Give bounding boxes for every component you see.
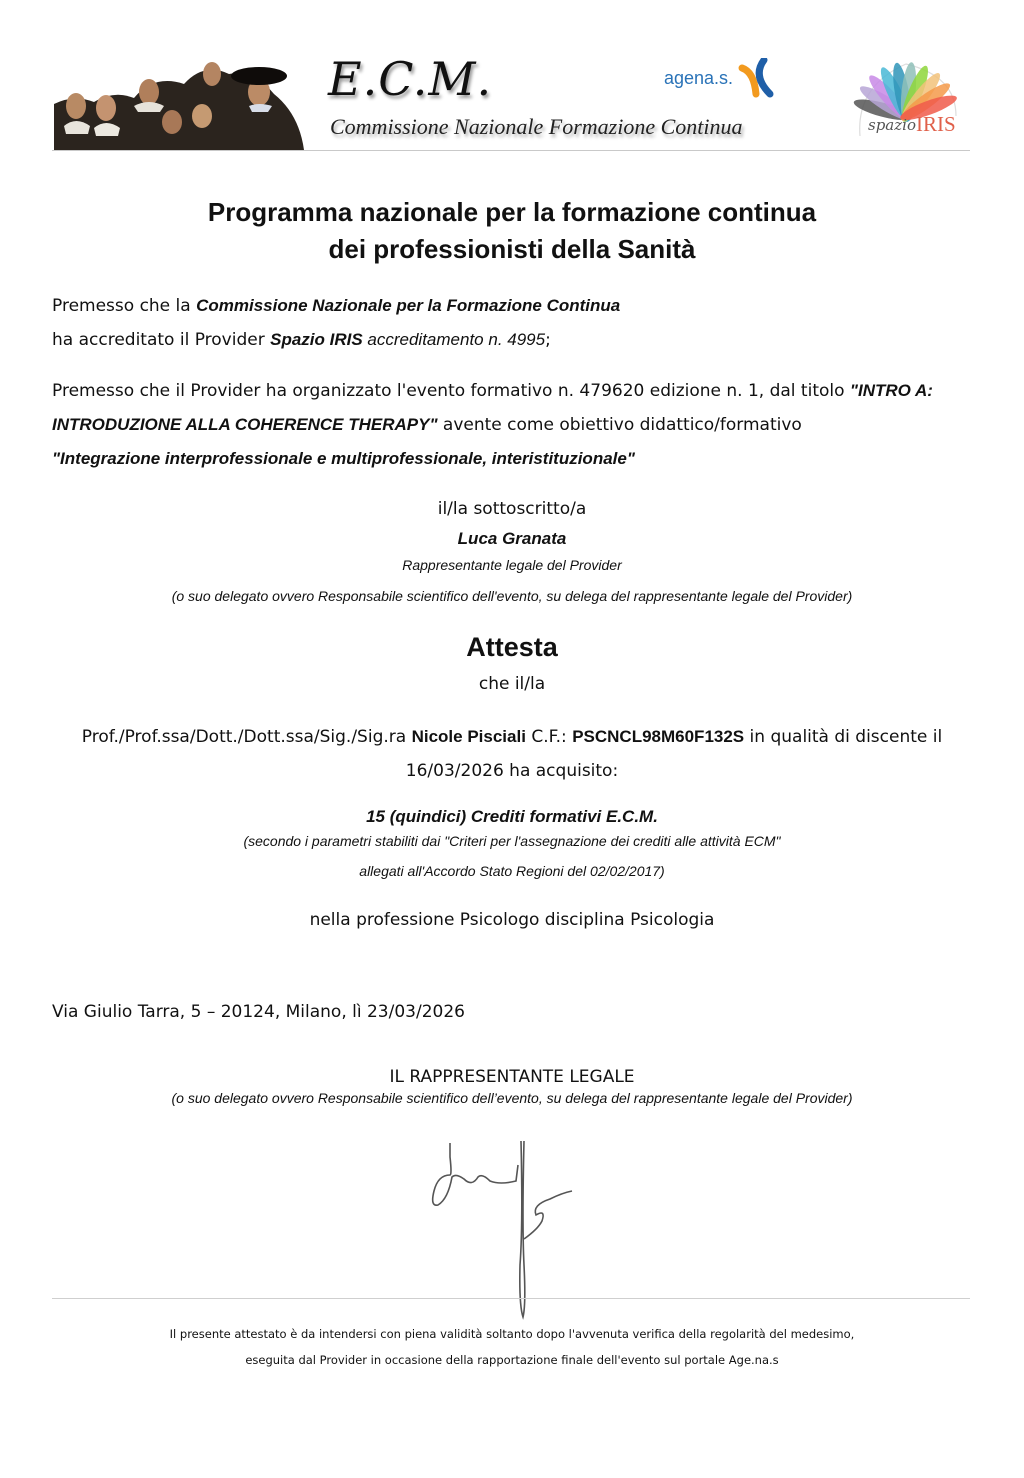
premise-event (52, 374, 982, 476)
participation-date-line: 16/03/2026 ha acquisito: (405, 761, 619, 781)
place-date: Via Giulio Tarra, 5 – 20124, Milano, lì 23/03/2026 (52, 1002, 465, 1022)
attesta-heading: Attesta (466, 632, 558, 662)
ecm-subtitle: Commissione Nazionale Formazione Continua (330, 114, 743, 139)
ecm-title: E.C.M. (328, 52, 493, 106)
participant-name: Nicole Pisciali (411, 727, 526, 746)
header-divider (52, 150, 970, 151)
premise1-end: ; (545, 330, 551, 350)
attesta-sub: che il/la (478, 674, 546, 694)
title-line-2: dei professionisti della Sanità (328, 234, 696, 264)
event-title-part2: INTRODUZIONE ALLA COHERENCE THERAPY" (52, 415, 438, 434)
legal-rep-note: (o suo delegato ovvero Responsabile scientifico dell’evento, su delega del rappresentante legale del Provider) (171, 1090, 853, 1106)
title-line-1: Programma nazionale per la formazione continua (207, 197, 817, 227)
premise1-line2-lead: ha accreditato il Provider (52, 330, 271, 350)
anatomy-lesson-painting (54, 54, 304, 150)
commission-name: Commissione Nazionale per la Formazione Continua (196, 296, 621, 315)
validity-footer (0, 1321, 1024, 1373)
cf-label: C.F.: (525, 727, 573, 747)
signatory-delegate-note: (o suo delegato ovvero Responsabile scientifico dell'evento, su delega del rappresentante legale del Provider) (171, 588, 853, 604)
participant-role-text: in qualità di discente il (744, 727, 943, 747)
signatory-intro: il/la sottoscritto/a (437, 499, 587, 519)
agenas-mark-icon (736, 58, 776, 98)
premise2-lead: Premesso che il Provider ha organizzato l'evento formativo n. 479620 edizione n. 1, dal titolo (52, 381, 850, 401)
event-title-part1: "INTRO A: (849, 381, 933, 400)
profession-discipline: nella professione Psicologo disciplina Psicologia (309, 910, 715, 930)
credits-note-1: (secondo i parametri stabiliti dai "Criteri per l'assegnazione dei crediti alle attività ECM" (243, 833, 781, 849)
document-title (0, 194, 1024, 268)
event-objective: "Integrazione interprofessionale e multiprofessionale, interistituzionale" (52, 449, 635, 468)
footer-line-2: eseguita dal Provider in occasione della rapportazione finale dell'evento sul portale Age.na.s (245, 1353, 779, 1367)
signatory-name: Luca Granata (457, 529, 567, 548)
iris-logo-text-iris: IRIS (916, 112, 956, 136)
signature-image (420, 1135, 590, 1325)
footer-divider (52, 1298, 970, 1299)
premise-commission (52, 289, 972, 357)
credits-main: 15 (quindici) Crediti formativi E.C.M. (366, 807, 658, 826)
fiscal-code: PSCNCL98M60F132S (572, 727, 745, 746)
accreditation-number: accreditamento n. 4995 (362, 330, 546, 349)
provider-name: Spazio IRIS (270, 330, 363, 349)
footer-line-1: Il presente attestato è da intendersi con piena validità soltanto dopo l'avvenuta verifica della regolarità del medesimo, (169, 1327, 855, 1341)
signatory-role: Rappresentante legale del Provider (402, 557, 622, 573)
participant-titles: Prof./Prof.ssa/Dott./Dott.ssa/Sig./Sig.ra (81, 727, 412, 747)
credits-note-2: allegati all'Accordo Stato Regioni del 02/02/2017) (359, 863, 665, 879)
spazio-iris-logo (852, 56, 960, 146)
iris-logo-text-spazio: spazio (868, 116, 916, 134)
objective-lead: avente come obiettivo didattico/formativo (437, 415, 802, 435)
participant-info (0, 720, 1024, 788)
legal-rep-heading: IL RAPPRESENTANTE LEGALE (389, 1067, 635, 1087)
premise1-lead: Premesso che la (52, 296, 197, 316)
agenas-logo-text: agena.s. (664, 68, 734, 88)
